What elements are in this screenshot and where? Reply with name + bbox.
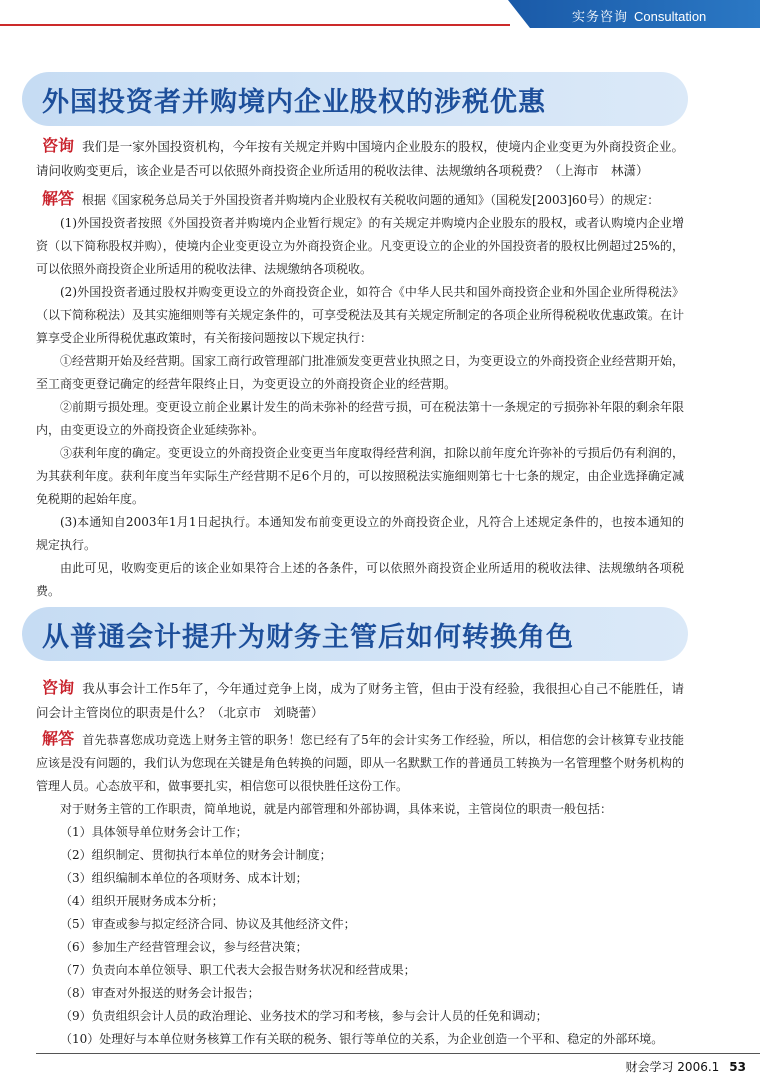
page-footer	[625, 1058, 746, 1075]
article1-paragraph: ①经营期开始及经营期。国家工商行政管理部门批准颁发变更营业执照之日，为变更设立的外商投资企业经营期开始，至工商变更登记确定的经营年限终止日，为变更设立的外商投资企业的经营期。	[36, 354, 685, 391]
article1-question-tag: 咨询	[42, 136, 75, 155]
article1-paragraph: ③获利年度的确定。变更设立的外商投资企业变更当年度取得经营利润，扣除以前年度允许弥补的亏损后仍有利润的，为其获利年度。获利年度当年实际生产经营期不足6个月的，可以按照税法实施细则第七十七条的规定，由企业选择确定减免税期的起始年度。	[36, 446, 685, 506]
article2-title-banner	[22, 607, 688, 661]
article2-body	[36, 676, 684, 1051]
duty-item: （1）具体领导单位财务会计工作；	[60, 825, 248, 839]
article1-answer-tag: 解答	[42, 189, 75, 208]
article1-paragraph: (1)外国投资者按照《外国投资者并购境内企业暂行规定》的有关规定并购境内企业股东的股权，或者认购境内企业增资（以下简称股权并购），使境内企业变更设立为外商投资企业。凡变更设立的企业的外国投资者的股权比例超过25%的，可以依照外商投资企业所适用的税收法律、法规缴纳各项税收。	[36, 216, 684, 276]
page-number: 53	[729, 1060, 746, 1074]
article2-question-tag: 咨询	[42, 678, 75, 697]
article1-body	[36, 134, 684, 603]
article2-question	[36, 676, 684, 725]
article2-answer-intro: 首先恭喜您成功竞选上财务主管的职务！您已经有了5年的会计实务工作经验，所以，相信您的会计核算专业技能应该是没有问题的，我们认为您现在关键是角色转换的问题，即从一名默默工作的普通员工转换为一名管理整个财务机构的管理人员。心态放平和，做事要扎实，相信您可以很快胜任这份工作。	[36, 733, 685, 793]
header-section-cn: 实务咨询	[572, 10, 629, 25]
article1-title-banner	[22, 72, 688, 126]
article1-question-text: 我们是一家外国投资机构，今年按有关规定并购中国境内企业股东的股权，使境内企业变更为外商投资企业。请问收购变更后，该企业是否可以依照外商投资企业所适用的税收法律、法规缴纳各项税费？（上海市 林潇）	[36, 139, 684, 178]
duty-item: （5）审查或参与拟定经济合同、协议及其他经济文件；	[60, 917, 356, 931]
header-section-label	[572, 6, 706, 25]
article1-answer-intro: 根据《国家税务总局关于外国投资者并购境内企业股权有关税收问题的通知》（国税发[2003]60号）的规定：	[82, 193, 660, 207]
duty-item: （4）组织开展财务成本分析；	[60, 894, 224, 908]
article2-answer-tag: 解答	[42, 729, 75, 748]
article1-answer	[36, 187, 684, 212]
duty-item: （2）组织制定、贯彻执行本单位的财务会计制度；	[60, 848, 332, 862]
article1-paragraph: (3)本通知自2003年1月1日起执行。本通知发布前变更设立的外商投资企业，凡符合上述规定条件的，也按本通知的规定执行。	[36, 515, 684, 552]
article1-title: 外国投资者并购境内企业股权的涉税优惠	[42, 87, 546, 118]
duty-item: （10）处理好与本单位财务核算工作有关联的税务、银行等单位的关系，为企业创造一个平和、稳定的外部环境。	[60, 1032, 664, 1046]
page-header	[0, 0, 760, 28]
article2-question-text: 我从事会计工作5年了，今年通过竞争上岗，成为了财务主管，但由于没有经验，我很担心自己不能胜任，请问会计主管岗位的职责是什么？（北京市 刘晓蕾）	[36, 681, 684, 720]
article2-answer	[36, 727, 684, 798]
article2-title: 从普通会计提升为财务主管后如何转换角色	[42, 622, 574, 653]
duty-item: （6）参加生产经营管理会议，参与经营决策；	[60, 940, 308, 954]
article1-paragraph: (2)外国投资者通过股权并购变更设立的外商投资企业，如符合《中华人民共和国外商投资企业和外国企业所得税法》（以下简称税法）及其实施细则等有关规定条件的，可享受税法及其有关规定所制定的各项企业所得税税收优惠政策。在计算享受企业所得税优惠政策时，有关衔接问题按以下规定执行：	[36, 285, 685, 345]
article1-paragraph: 由此可见，收购变更后的该企业如果符合上述的各条件，可以依照外商投资企业所适用的税收法律、法规缴纳各项税费。	[36, 561, 684, 598]
article2-duties-intro: 对于财务主管的工作职责，简单地说，就是内部管理和外部协调，具体来说，主管岗位的职责一般包括：	[60, 802, 613, 816]
footer-rule	[36, 1053, 760, 1054]
duty-item: （9）负责组织会计人员的政治理论、业务技术的学习和考核，参与会计人员的任免和调动；	[60, 1009, 548, 1023]
header-section-en: Consultation	[634, 9, 707, 24]
footer-journal: 财会学习 2006.1	[625, 1060, 720, 1074]
article1-question	[36, 134, 684, 183]
duty-item: （8）审查对外报送的财务会计报告；	[60, 986, 260, 1000]
article1-paragraph: ②前期亏损处理。变更设立前企业累计发生的尚未弥补的经营亏损，可在税法第十一条规定的亏损弥补年限的剩余年限内，由变更设立的外商投资企业延续弥补。	[36, 400, 685, 437]
duty-item: （3）组织编制本单位的各项财务、成本计划；	[60, 871, 308, 885]
duty-item: （7）负责向本单位领导、职工代表大会报告财务状况和经营成果；	[60, 963, 416, 977]
header-rule	[0, 6, 510, 26]
